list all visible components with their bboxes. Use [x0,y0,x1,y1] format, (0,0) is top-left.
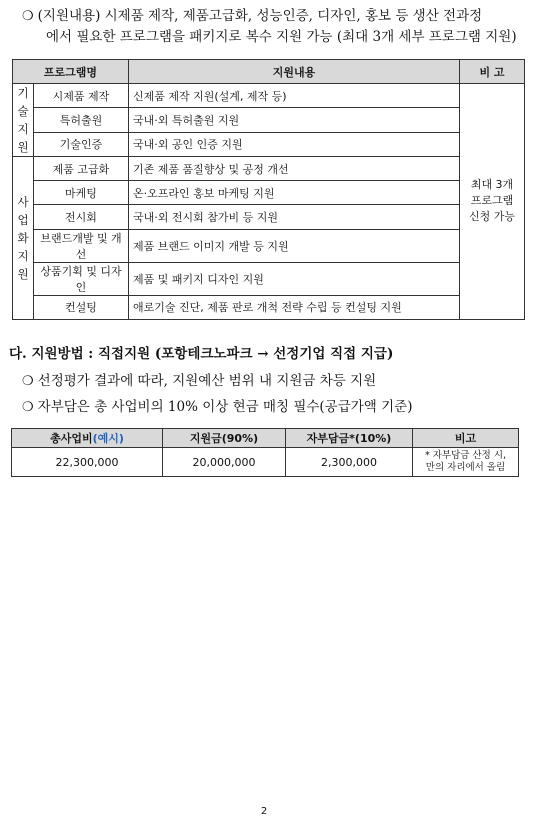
program-name: 특허출원 [34,108,129,132]
program-content: 애로기술 진단, 제품 판로 개척 전략 수립 등 컨설팅 지원 [129,295,460,319]
section-heading: 다. 지원방법 : 직접지원 (포항테크노파크 → 선정기업 직접 지급) [9,346,394,362]
circle-bullet-icon: ❍ [22,374,34,389]
program-content: 제품 및 패키지 디자인 지원 [129,262,460,295]
table-row [12,448,519,477]
intro-line-1-text: (지원내용) 시제품 제작, 제품고급화, 성능인증, 디자인, 홍보 등 생산 전과정 [37,8,483,24]
section-item-1 [22,371,532,392]
support-value: 20,000,000 [163,448,286,477]
section-item-2 [22,397,532,418]
program-table-header [13,60,525,84]
program-name: 브랜드개발 및 개선 [34,229,129,262]
program-name: 기술인증 [34,132,129,156]
remark-cell [413,448,519,477]
remark-line: 만의 자리에서 올림 [425,462,506,473]
category-char: 지 [17,122,29,136]
intro-line-2: 에서 필요한 프로그램을 패키지로 복수 지원 가능 (최대 3개 세부 프로그램 지원) [46,29,517,45]
self-pay-value: 2,300,000 [286,448,413,477]
category-char: 업 [17,212,29,227]
program-content: 기존 제품 품질향상 및 공정 개선 [129,157,460,181]
category-char: 술 [17,104,29,118]
header-total-budget-label: 총사업비 [50,432,93,445]
budget-table-header [12,429,519,448]
category-char: 기 [17,86,29,100]
header-example-label: (예시) [92,432,124,445]
program-table [12,59,525,320]
table-row [13,108,525,132]
table-row [13,205,525,229]
program-content: 신제품 제작 지원(설계, 제작 등) [129,84,460,108]
section-item-1-text: 선정평가 결과에 따라, 지원예산 범위 내 지원금 차등 지원 [37,373,377,389]
header-self-pay: 자부담금*(10%) [286,429,413,448]
category-commercialization-support [13,157,34,320]
category-char: 원 [17,266,29,281]
intro-paragraph [22,6,532,47]
total-budget-value: 22,300,000 [12,448,163,477]
category-char: 지 [17,248,29,263]
program-name: 시제품 제작 [34,84,129,108]
intro-line-1 [22,6,532,27]
category-char: 사 [17,194,29,209]
note-line: 최대 3개 [470,178,514,192]
remark-line: * 자부담금 산정 시, [424,450,507,461]
header-note: 비 고 [460,60,525,84]
table-row [13,181,525,205]
category-tech-support [13,84,34,157]
program-name: 전시회 [34,205,129,229]
program-name: 제품 고급화 [34,157,129,181]
program-name: 상품기획 및 디자인 [34,262,129,295]
table-row [13,229,525,262]
program-name: 마케팅 [34,181,129,205]
header-content: 지원내용 [129,60,460,84]
page-number: 2 [260,806,268,817]
table-row [13,157,525,181]
table-row [13,132,525,156]
note-line: 신청 가능 [468,210,515,224]
table-row [13,295,525,319]
note-line: 프로그램 [470,194,514,208]
table-row [13,262,525,295]
program-content: 국내·외 공인 인증 지원 [129,132,460,156]
program-content: 국내·외 전시회 참가비 등 지원 [129,205,460,229]
program-name: 컨설팅 [34,295,129,319]
circle-bullet-icon: ❍ [22,400,34,415]
note-cell [460,84,525,320]
header-remark: 비고 [413,429,519,448]
program-content: 온·오프라인 홍보 마케팅 지원 [129,181,460,205]
header-support: 지원금(90%) [163,429,286,448]
circle-bullet-icon: ❍ [22,9,34,24]
category-char: 화 [17,230,29,245]
table-row [13,84,525,108]
program-content: 국내·외 특허출원 지원 [129,108,460,132]
category-char: 원 [17,140,29,154]
section-item-2-text: 자부담은 총 사업비의 10% 이상 현금 매칭 필수(공급가액 기준) [37,399,413,415]
header-program: 프로그램명 [13,60,129,84]
program-content: 제품 브랜드 이미지 개발 등 지원 [129,229,460,262]
budget-table [11,428,519,477]
header-total-budget [12,429,163,448]
